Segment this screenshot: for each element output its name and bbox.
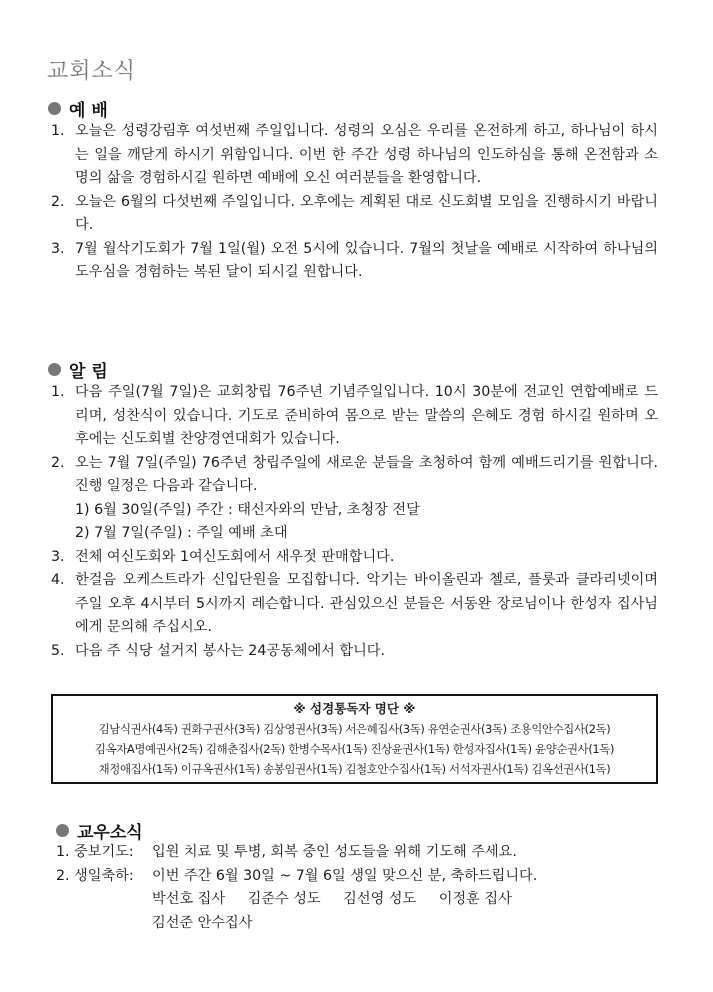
bullet-icon [48,102,61,115]
member-news-heading [56,818,143,843]
bible-readers-line: 김옥자A명예권사(2독) 김해춘집사(2독) 한병수목사(1독) 진상윤권사(1독) 한성자집사(1독) 윤양순권사(1독) [94,742,615,756]
page-title: 교회소식 [47,59,137,84]
birthday-label: 2. 생일축하: [56,867,134,884]
list-item: 3. 전체 여신도회와 1여신도회에서 새우젓 판매합니다. [51,548,395,565]
birthday-names: 김선준 안수집사 [152,914,253,931]
prayer-row [56,841,537,865]
list-item: 2. 오늘은 6월의 다섯번째 주일입니다. 오후에는 계획된 대로 신도회별 모임을 진행하시기 바랍니다. [51,193,658,233]
worship-list [51,120,658,285]
schedule-item: 1) 6월 30일(주일) 주간 : 태신자와의 만남, 초청장 전달 [75,501,420,518]
prayer-label: 1. 중보기도: [56,844,134,860]
prayer-text: 입원 치료 및 투병, 회복 중인 성도들을 위해 기도해 주세요. [152,844,517,860]
notices-heading [48,357,108,382]
worship-heading [48,96,108,121]
schedule-item: 2) 7월 7일(주일) : 주일 예배 초대 [75,525,288,541]
list-item: 1. 오늘은 성령강림후 여섯번째 주일입니다. 성령의 오심은 우리를 온전하게 하고, 하나님이 하시는 일을 깨닫게 하시기 위함입니다. 이번 한 주간 성령 하나님의 인도하심을 통해 온전함과 소명의 삶을 경험하시길 원하면 예배에 오신 여러분들을 환영합니다. [51,123,658,186]
list-item: 3. 7월 월삭기도회가 7월 1일(월) 오전 5시에 있습니다. 7월의 첫날을 예배로 시작하여 하나님의 도우심을 경험하는 복된 달이 되시길 원합니다. [51,240,658,280]
bible-readers-box [51,694,658,784]
birthday-text: 이번 주간 6월 30일 ~ 7월 6일 생일 맞으신 분, 축하드립니다. [152,867,538,884]
bullet-icon [48,363,61,376]
list-item: 5. 다음 주 식당 설거지 봉사는 24공동체에서 합니다. [51,642,386,659]
bible-readers-line: 김남식권사(4독) 권화구권사(3독) 김상영권사(3독) 서은혜집사(3독) 유연순권사(3독) 조용익안수집사(2독) [98,722,611,736]
list-item: 1. 다음 주일(7월 7일)은 교회창립 76주년 기념주일입니다. 10시 30분에 전교인 연합예배로 드리며, 성찬식이 있습니다. 기도로 준비하여 몸으로 받는 말씀의 은혜도 경험 하시길 원하며 오후에는 신도회별 찬양경연대회가 있습니다. [51,384,658,447]
birthday-names: 박선호 집사 김준수 성도 김선영 성도 이정훈 집사 [152,891,512,907]
member-news [56,841,537,935]
bible-readers-title: ※ 성경통독자 명단 ※ [293,701,416,716]
notices-heading-label: 알 림 [69,362,108,382]
bullet-icon [56,824,69,837]
list-item: 2. 오는 7월 7일(주일) 76주년 창립주일에 새로운 분들을 초청하여 함께 예배드리기를 원합니다. 진행 일정은 다음과 같습니다. 1) 6월 30일(주일) 주간 : 태신자와의 만남, 초청장 전달 2) 7월 7일(주일) : 주일 예배 초대 [51,452,658,546]
member-news-heading-label: 교우소식 [77,823,143,843]
birthday-row [56,865,537,889]
bible-readers-line: 채정애집사(1독) 이규옥권사(1독) 송봉임권사(1독) 김철호안수집사(1독) 서석자권사(1독) 김옥선권사(1독) [98,762,611,776]
worship-heading-label: 예 배 [69,101,108,121]
list-item: 4. 한걸음 오케스트라가 신입단원을 모집합니다. 악기는 바이올린과 첼로, 플룻과 클라리넷이며 주일 오후 4시부터 5시까지 레슨합니다. 관심있으신 분들은 서동완 장로님이나 한성자 집사님에게 문의해 주십시오. [51,572,658,635]
notices-list [51,381,658,663]
